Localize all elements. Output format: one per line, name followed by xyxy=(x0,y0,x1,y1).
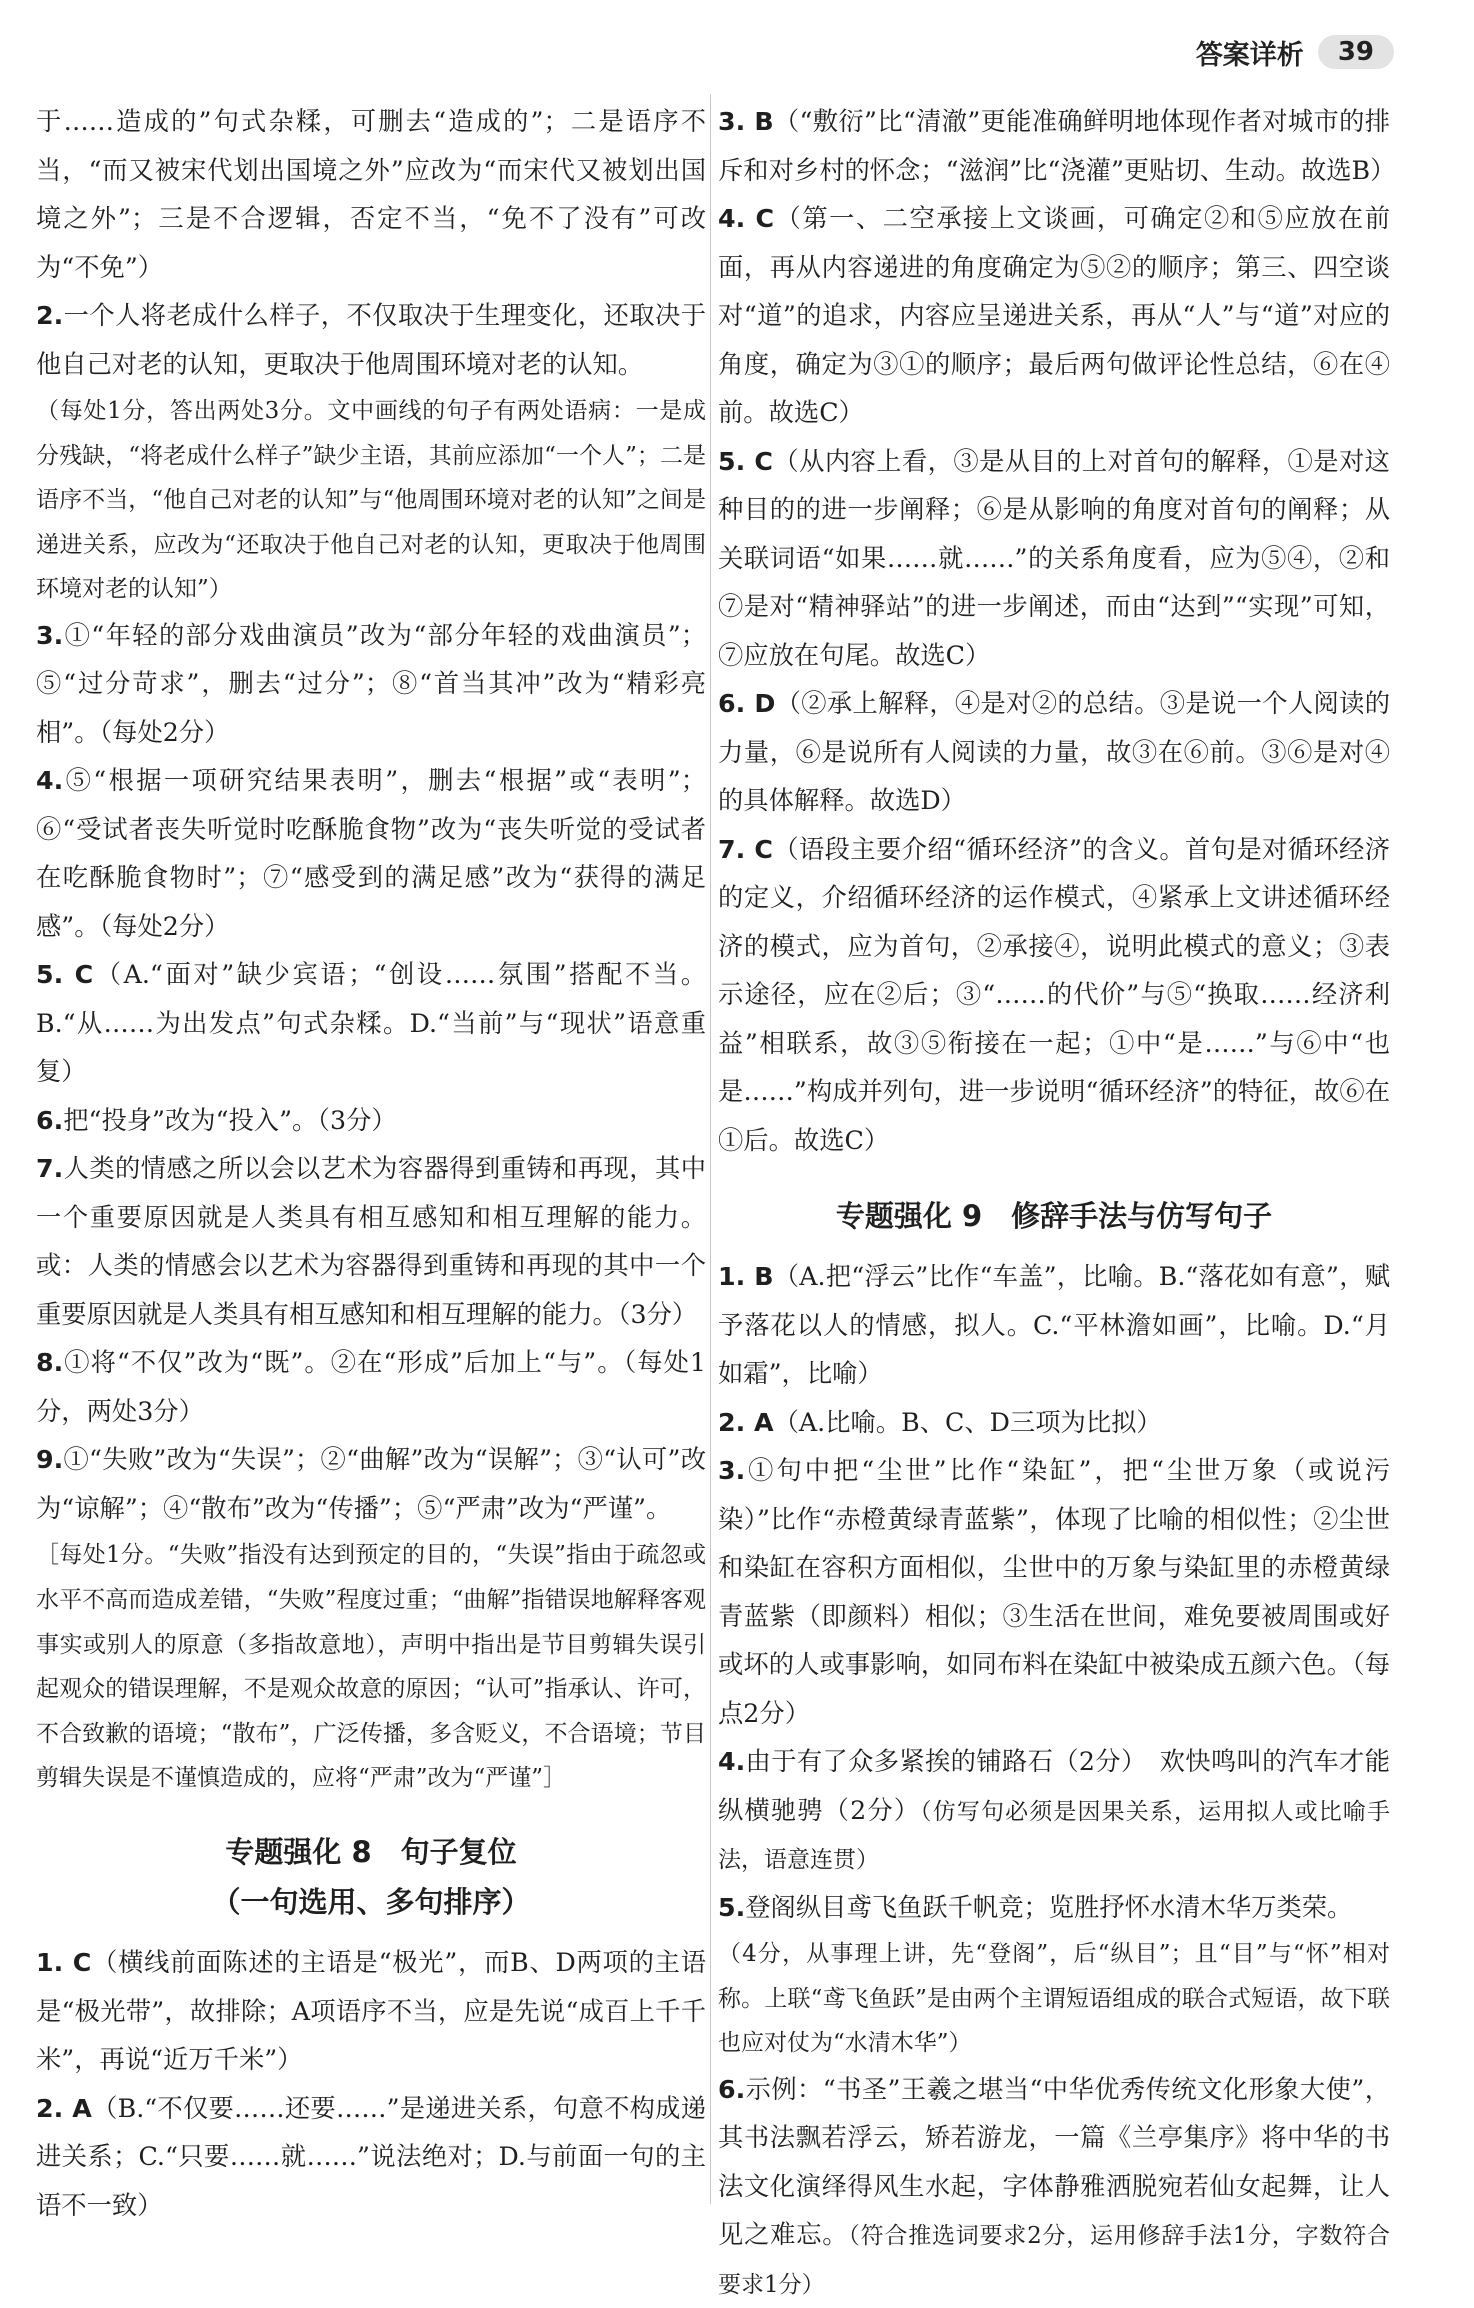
s9-answer-5 xyxy=(718,1884,1390,1933)
answer-number: 5. C xyxy=(36,960,94,990)
section-9-title: 专题强化 9 修辞手法与仿写句子 xyxy=(835,1199,1273,1233)
answer-8 xyxy=(36,1339,706,1436)
s9-answer-3 xyxy=(718,1447,1390,1738)
answer-text: （A.把“浮云”比作“车盖”，比喻。B.“落花如有意”，赋予落花以人的情感，拟人。C.“平林澹如画”，比喻。D.“月如霜”，比喻） xyxy=(718,1262,1390,1388)
answer-2 xyxy=(36,292,706,389)
answer-number: 7. xyxy=(36,1154,64,1184)
answer-number: 5. C xyxy=(718,446,773,476)
answer-text: 人类的情感之所以会以艺术为容器得到重铸和再现，其中一个重要原因就是人类具有相互感知和相互理解的能力。或：人类的情感会以艺术为容器得到重铸和再现的其中一个重要原因就是人类具有相互感知和相互理解的能力。（3分） xyxy=(36,1154,706,1329)
answer-text: （横线前面陈述的主语是“极光”，而B、D两项的主语是“极光带”，故排除；A项语序不当，应是先说“成百上千千米”，再说“近万千米”） xyxy=(36,1948,706,2075)
answer-9 xyxy=(36,1436,706,1533)
answer-text: 把“投身”改为“投入”。（3分） xyxy=(63,1105,397,1135)
answer-number: 4. xyxy=(718,1747,746,1776)
answer-number: 2. A xyxy=(718,1407,774,1437)
s8-answer-3 xyxy=(718,98,1396,195)
answer-text: （②承上解释，④是对②的总结。③是说一个人阅读的力量，⑥是说所有人阅读的力量，故③在⑥前。③⑥是对④的具体解释。故选D） xyxy=(718,689,1390,815)
answer-5 xyxy=(36,951,706,1097)
answer-9-note: ［每处1分。“失败”指没有达到预定的目的，“失误”指由于疏忽或水平不高而造成差错，“失败”程度过重；“曲解”指错误地解释客观事实或别人的原意（多指故意地），声明中指出是节目剪辑失误引起观众的错误理解，不是观众故意的原因；“认可”指承认、许可，不合致歉的语境；“散布”，广泛传播，多含贬义，不合语境；节目剪辑失误是不谨慎造成的，应将“严肃”改为“严谨”］ xyxy=(36,1542,706,1792)
answer-text: ①句中把“尘世”比作“染缸”，把“尘世万象（或说污染）”比作“赤橙黄绿青蓝紫”，体现了比喻的相似性；②尘世和染缸在容积方面相似，尘世中的万象与染缸里的赤橙黄绿青蓝紫（即颜料）相似；③生活在世间，难免要被周围或好或坏的人或事影响，如同布料在染缸中被染成五颜六色。（每点2分） xyxy=(718,1456,1390,1728)
left-column xyxy=(36,98,706,2230)
page-header xyxy=(1196,30,1394,74)
answer-text: （A.“面对”缺少宾语；“创设……氛围”搭配不当。B.“从……为出发点”句式杂糅。D.“当前”与“现状”语意重复） xyxy=(36,960,706,1087)
answer-text: 一个人将老成什么样子，不仅取决于生理变化，还取决于他自己对老的认知，更取决于他周围环境对老的认知。 xyxy=(36,301,706,379)
s9-answer-1 xyxy=(718,1253,1390,1399)
answer-number: 1. B xyxy=(718,1262,774,1291)
answer-text: （A.比喻。B、C、D三项为比拟） xyxy=(773,1407,1162,1437)
answer-text: ①“年轻的部分戏曲演员”改为“部分年轻的戏曲演员”；⑤“过分苛求”，删去“过分”；⑧“首当其冲”改为“精彩亮相”。（每处2分） xyxy=(36,620,706,747)
answer-number: 4. xyxy=(36,766,64,796)
answer-text: （从内容上看，③是从目的上对首句的解释，①是对这种目的的进一步阐释；⑥是从影响的角度对首句的阐释；从关联词语“如果……就……”的关系角度看，应为⑤④，②和⑦是对“精神驿站”的进一步阐述，而由“达到”“实现”可知，⑦应放在句尾。故选C） xyxy=(718,446,1390,670)
s8-answer-1 xyxy=(36,1939,706,2085)
page-number-badge: 39 xyxy=(1318,35,1394,69)
answer-number: 5. xyxy=(718,1892,746,1922)
answer-2-note: （每处1分，答出两处3分。文中画线的句子有两处语病：一是成分残缺，“将老成什么样子”缺少主语，其前应添加“一个人”；二是语序不当，“他自己对老的认知”与“他周围环境对老的认知”之间是递进关系，应改为“还取决于他自己对老的认知，更取决于他周围环境对老的认知”） xyxy=(36,398,706,603)
column-divider xyxy=(710,94,711,2204)
answer-text: 示例：“书圣”王羲之堪当“中华优秀传统文化形象大使”，其书法飘若浮云，矫若游龙，一篇《兰亭集序》将中华的书法文化演绎得风生水起，字体静雅洒脱宛若仙女起舞，让人见之难忘。 xyxy=(718,2074,1390,2250)
s9-answer-4 xyxy=(718,1738,1390,1884)
intro-paragraph: 于……造成的”句式杂糅，可删去“造成的”；二是语序不当，“而又被宋代划出国境之外”应改为“而宋代又被划出国境之外”；三是不合逻辑，否定不当，“免不了没有”可改为“不免”） xyxy=(36,107,706,282)
answer-number: 4. C xyxy=(718,204,775,233)
answer-text: 由于有了众多紧挨的铺路石（2分） 欢快鸣叫的汽车才能纵横驰骋（2分） xyxy=(718,1747,1390,1825)
answer-number: 6. D xyxy=(718,689,776,718)
answer-number: 3. B xyxy=(718,107,774,136)
answer-number: 6. xyxy=(36,1105,64,1135)
answer-text: ①将“不仅”改为“既”。②在“形成”后加上“与”。（每处1分，两处3分） xyxy=(36,1348,706,1426)
answer-6 xyxy=(36,1097,706,1146)
s9-answer-5-note: （4分，从事理上讲，先“登阁”，后“纵目”；且“目”与“怀”相对称。上联“鸢飞鱼跃”是由两个主谓短语组成的联合式短语，故下联也应对仗为“水清木华”） xyxy=(718,1941,1390,2057)
answer-text: （第一、二空承接上文谈画，可确定②和⑤应放在前面，再从内容递进的角度确定为⑤②的顺序；第三、四空谈对“道”的追求，内容应呈递进关系，再从“人”与“道”对应的角度，确定为③①的顺序；最后两句做评论性总结，⑥在④前。故选C） xyxy=(718,204,1390,427)
s9-answer-2 xyxy=(718,1399,1390,1448)
answer-number: 2. A xyxy=(36,2093,92,2123)
answer-3 xyxy=(36,612,706,758)
answer-number: 1. C xyxy=(36,1948,92,1978)
s8-answer-5 xyxy=(718,438,1390,681)
answer-number: 7. C xyxy=(718,834,773,864)
answer-4 xyxy=(36,757,706,951)
answer-text: 登阁纵目鸢飞鱼跃千帆竞；览胜抒怀水清木华万类荣。 xyxy=(745,1892,1353,1922)
section-8-subtitle: （一句选用、多句排序） xyxy=(211,1885,531,1920)
answer-number: 2. xyxy=(36,301,64,330)
answer-note: （仿写句必须是因果关系，运用拟人或比喻手法，语意连贯） xyxy=(718,1798,1390,1873)
answer-note: （符合推选词要求2分，运用修辞手法1分，字数符合要求1分） xyxy=(718,2223,1390,2298)
header-title: 答案详析 xyxy=(1195,39,1304,71)
answer-number: 9. xyxy=(36,1445,64,1475)
right-column xyxy=(718,98,1396,2308)
answer-7 xyxy=(36,1145,706,1339)
answer-text: ①“失败”改为“失误”；②“曲解”改为“误解”；③“认可”改为“谅解”；④“散布”改为“传播”；⑤“严肃”改为“严谨”。 xyxy=(36,1445,706,1523)
s8-answer-6 xyxy=(718,680,1390,826)
section-8-title: 专题强化 8 句子复位 xyxy=(225,1835,517,1870)
answer-text: ⑤“根据一项研究结果表明”，删去“根据”或“表明”；⑥“受试者丧失听觉时吃酥脆食物”改为“丧失听觉的受试者在吃酥脆食物时”；⑦“感受到的满足感”改为“获得的满足感”。（每处2分） xyxy=(36,766,706,941)
answer-number: 3. xyxy=(36,620,64,650)
answer-text: （语段主要介绍“循环经济”的含义。首句是对循环经济的定义，介绍循环经济的运作模式，④紧承上文讲述循环经济的模式，应为首句，②承接④，说明此模式的意义；③表示途径，应在②后；③“……的代价”与⑤“换取……经济利益”相联系，故③⑤衔接在一起；①中“是……”与⑥中“也是……”构成并列句，进一步说明“循环经济”的特征，故⑥在①后。故选C） xyxy=(718,834,1390,1155)
answer-number: 8. xyxy=(36,1348,64,1378)
answer-number: 6. xyxy=(718,2074,746,2104)
s8-answer-4 xyxy=(718,195,1390,438)
s9-answer-6 xyxy=(718,2066,1390,2308)
s8-answer-2 xyxy=(36,2085,706,2231)
answer-text: （“敷衍”比“清澈”更能准确鲜明地体现作者对城市的排斥和对乡村的怀念；“滋润”比“浇灌”更贴切、生动。故选B） xyxy=(718,107,1396,185)
answer-text: （B.“不仅要……还要……”是递进关系，句意不构成递进关系；C.“只要……就……”说法绝对；D.与前面一句的主语不一致） xyxy=(36,2093,706,2220)
s8-answer-7 xyxy=(718,826,1390,1166)
answer-number: 3. xyxy=(718,1456,746,1485)
